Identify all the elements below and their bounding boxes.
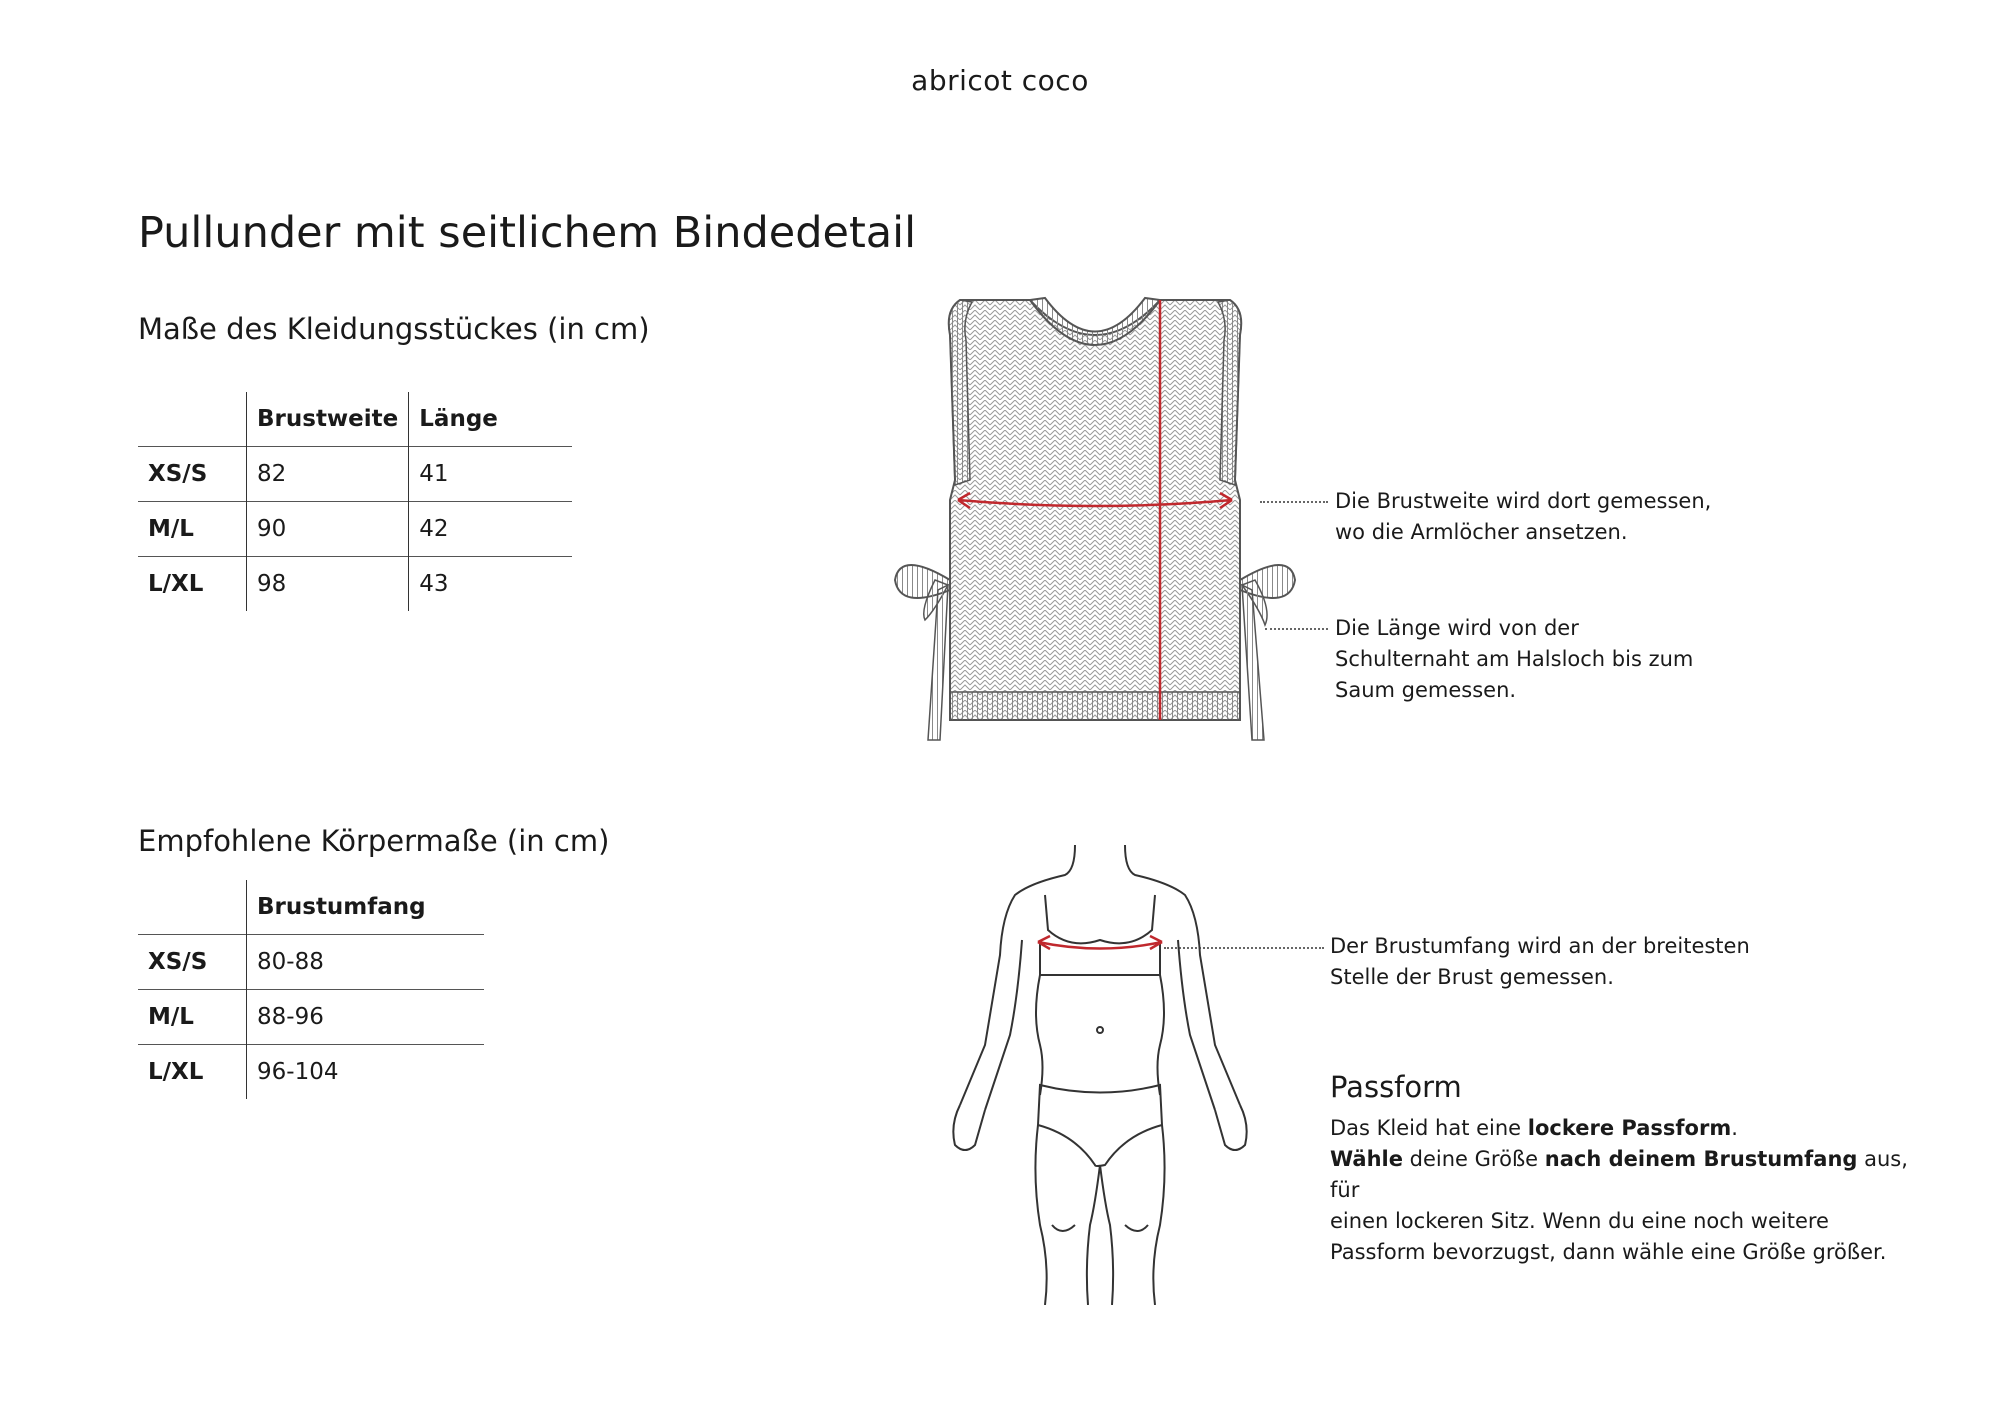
column-header-brustumfang: Brustumfang — [247, 880, 485, 935]
note-line: Die Brustweite wird dort gemessen, — [1335, 489, 1712, 513]
length-leader-line — [1265, 628, 1328, 630]
table-header — [138, 880, 484, 935]
passform-line: Das Kleid hat eine lockere Passform. — [1330, 1116, 1738, 1140]
table-row — [138, 1045, 484, 1100]
passform-line: einen lockeren Sitz. Wenn du eine noch weitere — [1330, 1209, 1829, 1233]
size-label: L/XL — [138, 1045, 247, 1100]
body-figure-illustration — [940, 845, 1260, 1305]
size-label: L/XL — [138, 557, 247, 612]
note-line: Die Länge wird von der — [1335, 616, 1579, 640]
length-value: 41 — [409, 447, 572, 502]
note-line: Schulternaht am Halsloch bis zum — [1335, 647, 1694, 671]
length-note — [1335, 613, 1693, 706]
table-row — [138, 447, 572, 502]
page-title: Pullunder mit seitlichem Bindedetail — [138, 208, 917, 258]
table-row — [138, 557, 572, 612]
length-value: 43 — [409, 557, 572, 612]
size-label: XS/S — [138, 935, 247, 990]
column-header — [138, 392, 247, 447]
size-label: M/L — [138, 502, 247, 557]
sweater-vest-illustration — [880, 280, 1310, 760]
chest-value: 90 — [247, 502, 409, 557]
note-line: Der Brustumfang wird an der breitesten — [1330, 934, 1750, 958]
chest-note — [1335, 486, 1711, 548]
note-line: Saum gemessen. — [1335, 678, 1517, 702]
passform-line: Passform bevorzugst, dann wähle eine Größe größer. — [1330, 1240, 1887, 1264]
chest-value: 98 — [247, 557, 409, 612]
size-label: XS/S — [138, 447, 247, 502]
size-label: M/L — [138, 990, 247, 1045]
column-header-laenge: Länge — [409, 392, 572, 447]
note-line: Stelle der Brust gemessen. — [1330, 965, 1614, 989]
bust-value: 80-88 — [247, 935, 485, 990]
note-line: wo die Armlöcher ansetzen. — [1335, 520, 1628, 544]
brand-logo: abricot coco — [911, 64, 1089, 97]
passform-text — [1330, 1113, 1930, 1268]
body-table — [138, 880, 484, 1099]
passform-line: Wähle deine Größe nach deinem Brustumfang aus, für — [1330, 1147, 1908, 1202]
garment-table — [138, 392, 572, 611]
bust-value: 88-96 — [247, 990, 485, 1045]
bust-value: 96-104 — [247, 1045, 485, 1100]
table-row — [138, 502, 572, 557]
column-header — [138, 880, 247, 935]
body-heading: Empfohlene Körpermaße (in cm) — [138, 824, 610, 858]
table-header — [138, 392, 572, 447]
length-value: 42 — [409, 502, 572, 557]
table-row — [138, 990, 484, 1045]
garment-heading: Maße des Kleidungsstückes (in cm) — [138, 312, 650, 346]
column-header-brustweite: Brustweite — [247, 392, 409, 447]
chest-value: 82 — [247, 447, 409, 502]
chest-leader-line — [1260, 501, 1328, 503]
table-row — [138, 935, 484, 990]
passform-heading: Passform — [1330, 1070, 1462, 1104]
bust-note — [1330, 931, 1750, 993]
